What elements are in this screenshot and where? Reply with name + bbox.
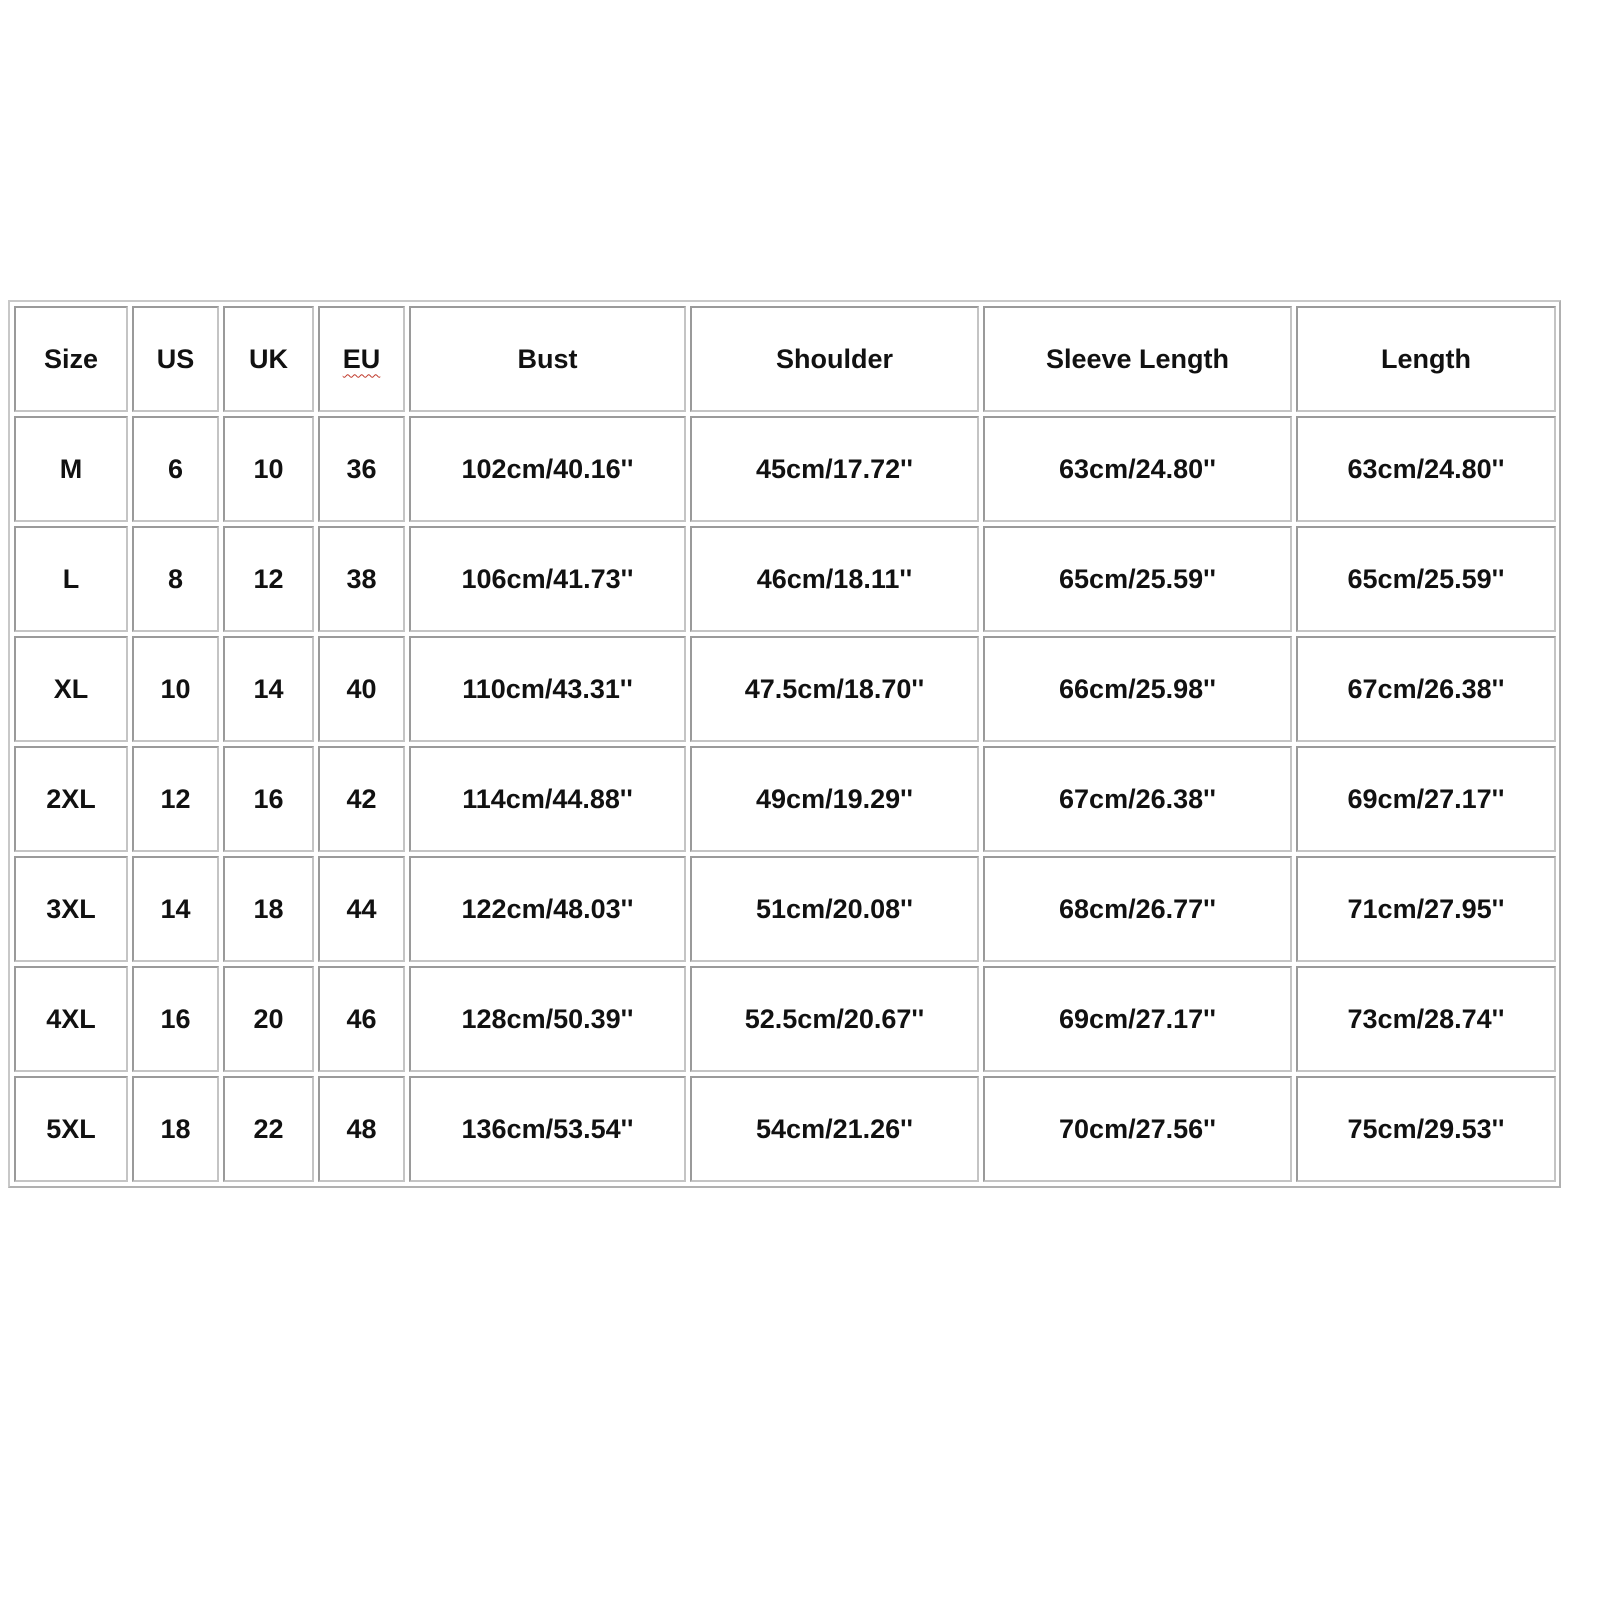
cell-sleeve-length: 67cm/26.38'' [983,746,1292,852]
header-sleeve-length: Sleeve Length [983,306,1292,412]
cell-eu: 40 [318,636,405,742]
cell-bust: 106cm/41.73'' [409,526,686,632]
header-row [14,306,1556,412]
cell-sleeve-length: 70cm/27.56'' [983,1076,1292,1182]
header-shoulder: Shoulder [690,306,979,412]
cell-eu: 48 [318,1076,405,1182]
cell-size: 3XL [14,856,128,962]
table-row [14,526,1556,632]
cell-eu: 46 [318,966,405,1072]
cell-bust: 110cm/43.31'' [409,636,686,742]
header-eu [318,306,405,412]
cell-shoulder: 45cm/17.72'' [690,416,979,522]
cell-length: 63cm/24.80'' [1296,416,1556,522]
cell-shoulder: 49cm/19.29'' [690,746,979,852]
cell-us: 16 [132,966,219,1072]
cell-shoulder: 47.5cm/18.70'' [690,636,979,742]
cell-us: 18 [132,1076,219,1182]
cell-length: 69cm/27.17'' [1296,746,1556,852]
cell-shoulder: 52.5cm/20.67'' [690,966,979,1072]
cell-length: 71cm/27.95'' [1296,856,1556,962]
cell-sleeve-length: 68cm/26.77'' [983,856,1292,962]
table-row [14,856,1556,962]
table-row [14,1076,1556,1182]
cell-bust: 122cm/48.03'' [409,856,686,962]
cell-bust: 128cm/50.39'' [409,966,686,1072]
cell-size: 5XL [14,1076,128,1182]
cell-uk: 18 [223,856,314,962]
header-eu-label: EU [342,343,381,374]
cell-sleeve-length: 69cm/27.17'' [983,966,1292,1072]
cell-eu: 38 [318,526,405,632]
cell-size: L [14,526,128,632]
cell-sleeve-length: 66cm/25.98'' [983,636,1292,742]
cell-uk: 14 [223,636,314,742]
header-bust: Bust [409,306,686,412]
cell-length: 67cm/26.38'' [1296,636,1556,742]
cell-uk: 22 [223,1076,314,1182]
cell-size: XL [14,636,128,742]
cell-size: 4XL [14,966,128,1072]
cell-uk: 16 [223,746,314,852]
cell-uk: 12 [223,526,314,632]
cell-us: 10 [132,636,219,742]
cell-bust: 136cm/53.54'' [409,1076,686,1182]
cell-shoulder: 51cm/20.08'' [690,856,979,962]
cell-eu: 36 [318,416,405,522]
cell-sleeve-length: 65cm/25.59'' [983,526,1292,632]
cell-length: 73cm/28.74'' [1296,966,1556,1072]
cell-bust: 114cm/44.88'' [409,746,686,852]
cell-uk: 20 [223,966,314,1072]
cell-size: 2XL [14,746,128,852]
header-length: Length [1296,306,1556,412]
header-size: Size [14,306,128,412]
size-chart-table [10,302,1560,1186]
cell-shoulder: 46cm/18.11'' [690,526,979,632]
table-row [14,416,1556,522]
header-uk: UK [223,306,314,412]
table-row [14,746,1556,852]
cell-length: 75cm/29.53'' [1296,1076,1556,1182]
cell-us: 14 [132,856,219,962]
cell-eu: 44 [318,856,405,962]
cell-bust: 102cm/40.16'' [409,416,686,522]
cell-us: 8 [132,526,219,632]
cell-sleeve-length: 63cm/24.80'' [983,416,1292,522]
cell-us: 12 [132,746,219,852]
header-us: US [132,306,219,412]
cell-shoulder: 54cm/21.26'' [690,1076,979,1182]
cell-eu: 42 [318,746,405,852]
cell-uk: 10 [223,416,314,522]
cell-us: 6 [132,416,219,522]
cell-size: M [14,416,128,522]
cell-length: 65cm/25.59'' [1296,526,1556,632]
size-chart-table-frame [8,300,1561,1188]
table-row [14,966,1556,1072]
table-row [14,636,1556,742]
